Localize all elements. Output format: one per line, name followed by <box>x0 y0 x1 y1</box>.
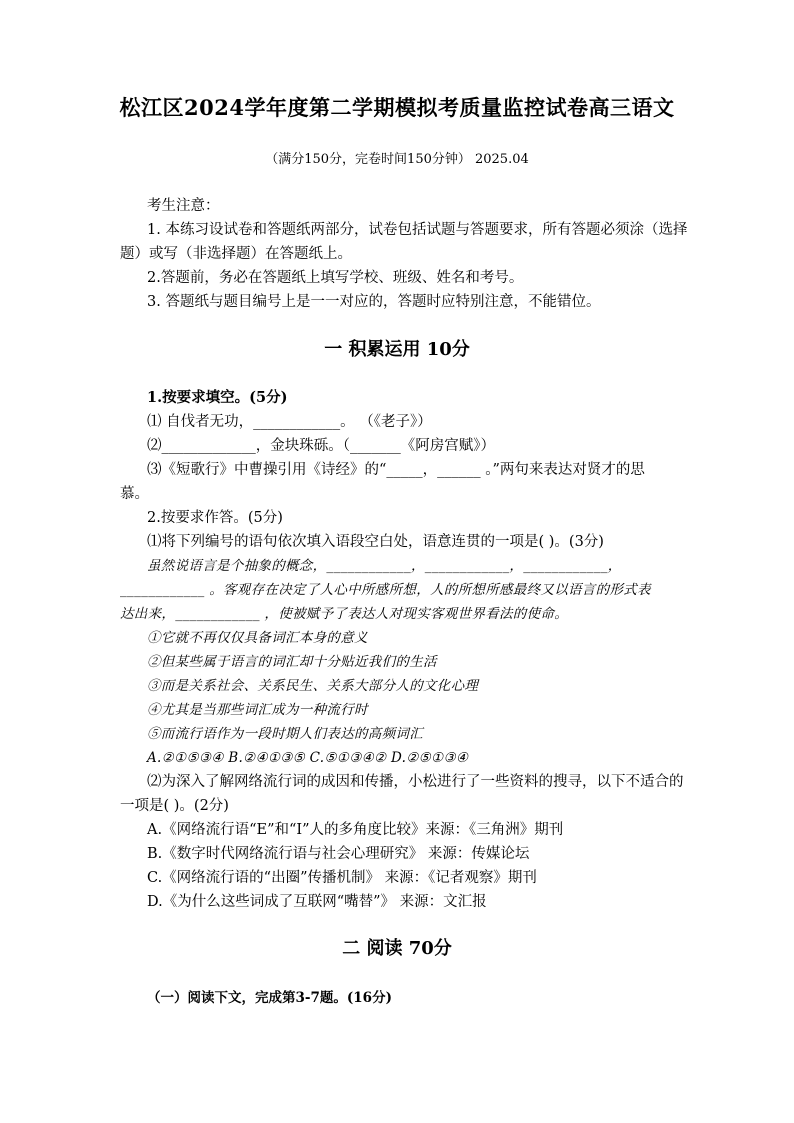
sentence-option-4: ④尤其是当那些词汇成为一种流行时 <box>147 702 368 718</box>
answer-choices: A.②①⑤③④ B.②④①③⑤ C.⑤①③④② D.②⑤①③④ <box>147 750 469 766</box>
answer-d: D.《为什么这些词成了互联网“嘴替”》 来源：文汇报 <box>147 894 487 910</box>
question-2-2: ⑵为深入了解网络流行词的成因和传播，小松进行了一些资料的搜寻，以下不适合的 <box>147 774 684 790</box>
sentence-option-1: ①它就不再仅仅具备词汇本身的意义 <box>147 630 368 646</box>
sentence-option-2: ②但某些属于语言的词汇却十分贴近我们的生活 <box>147 654 437 670</box>
answer-c: C.《网络流行语的“出圈”传播机制》 来源：《记者观察》期刊 <box>147 870 537 886</box>
notice-heading: 考生注意： <box>147 198 220 214</box>
section-2-heading: 二 阅读 70分 <box>342 938 452 959</box>
question-1-3-cont: 慕。 <box>120 486 149 502</box>
question-2-title: 2.按要求作答。(5分) <box>147 510 283 526</box>
answer-b: B.《数字时代网络流行语与社会心理研究》 来源：传媒论坛 <box>147 846 530 862</box>
sentence-option-3: ③而是关系社会、关系民生、关系大部分人的文化心理 <box>147 678 479 694</box>
question-2-1: ⑴将下列编号的语句依次填入语段空白处，语意连贯的一项是( )。(3分) <box>147 534 604 550</box>
sentence-option-5: ⑤而流行语作为一段时期人们表达的高频词汇 <box>147 726 423 742</box>
question-1-2: ⑵_____________，金块珠砾。（_______《阿房宫赋》） <box>147 438 495 454</box>
question-1-1: ⑴ 自伐者无功，____________。 （《老子》） <box>147 414 432 430</box>
passage-line-2: ____________ 。客观存在决定了人心中所感所想，人的所想所感最终又以语言的形式表 <box>120 582 651 598</box>
passage-line-3: 达出来，____________ ，使被赋予了表达人对现实客观世界看法的使命。 <box>120 606 568 622</box>
exam-subtitle: （满分150分，完卷时间150分钟） 2025.04 <box>265 152 529 167</box>
question-2-2-cont: 一项是( )。(2分) <box>120 798 229 814</box>
question-1-3: ⑶《短歌行》中曹操引用《诗经》的“_____，______ 。”两句来表达对贤才的思 <box>147 462 645 478</box>
notice-item-2: 2.答题前，务必在答题纸上填写学校、班级、姓名和考号。 <box>147 270 524 286</box>
reading-part-1-title: （一）阅读下文，完成第3-7题。(16分) <box>147 990 392 1006</box>
notice-item-1: 1. 本练习设试卷和答题纸两部分，试卷包括试题与答题要求，所有答题必须涂（选择 <box>147 222 688 238</box>
page-title: 松江区2024学年度第二学期模拟考质量监控试卷高三语文 <box>119 95 675 120</box>
notice-item-3: 3. 答题纸与题目编号上是一一对应的，答题时应特别注意，不能错位。 <box>147 294 601 310</box>
section-1-heading: 一 积累运用 10分 <box>324 339 470 360</box>
answer-a: A.《网络流行语“E”和“I”人的多角度比较》来源：《三角洲》期刊 <box>147 822 564 838</box>
passage-line-1: 虽然说语言是个抽象的概念，____________，____________，____________， <box>147 558 622 574</box>
notice-item-1-cont: 题）或写（非选择题）在答题纸上。 <box>120 246 352 262</box>
question-1-title: 1.按要求填空。(5分) <box>147 389 288 406</box>
